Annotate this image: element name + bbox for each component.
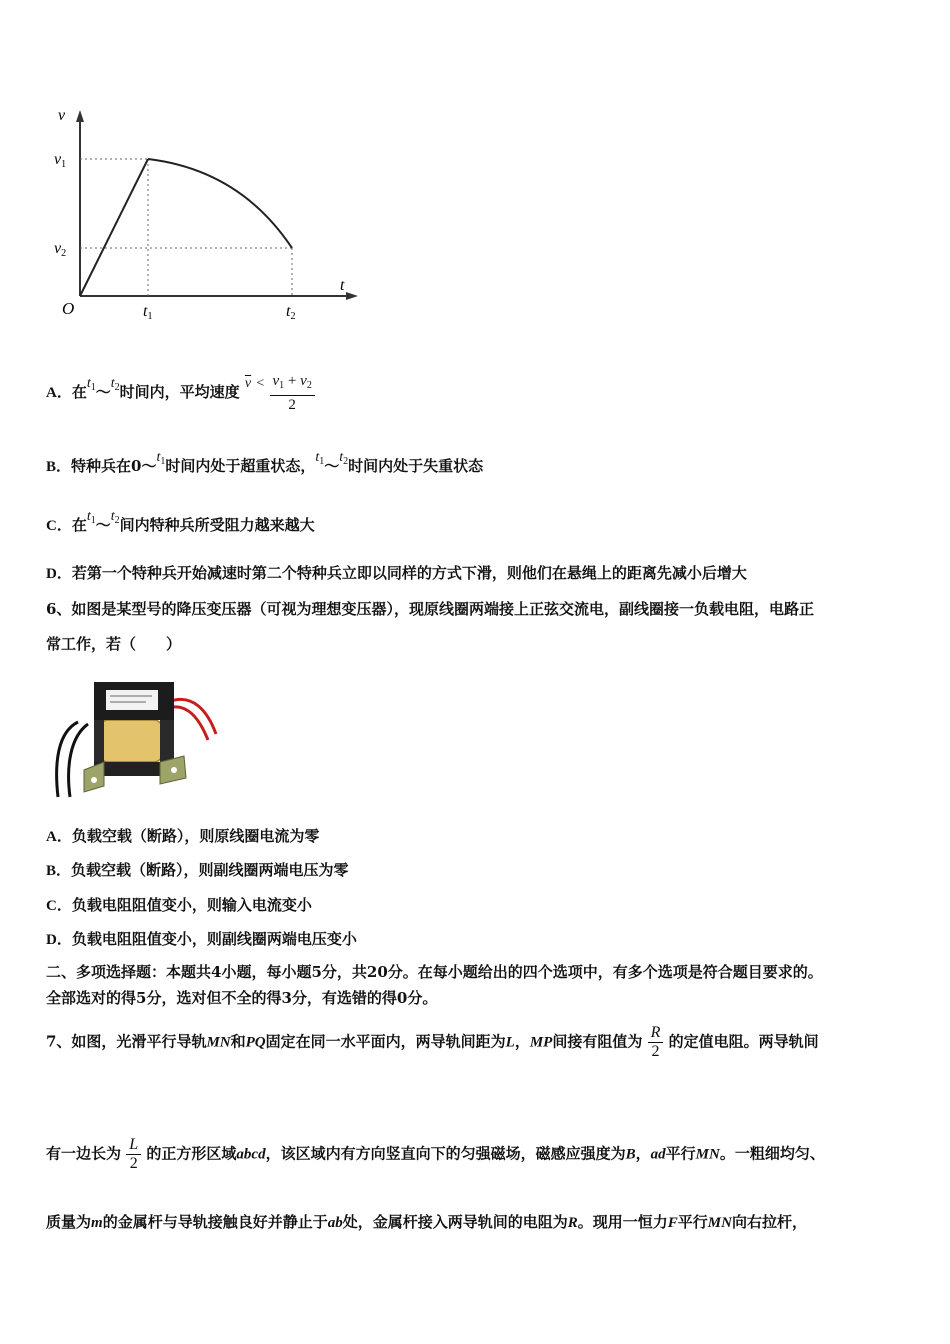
q5-option-c: C．在$t_1\sim t_2$间内特种兵所受阻力越来越大 (46, 509, 315, 534)
v-axis-arrow (76, 110, 84, 122)
q5-option-d: D．若第一个特种兵开始减速时第二个特种兵立即以同样的方式下滑，则他们在悬绳上的距离先减小后增大 (46, 564, 747, 582)
q5-option-b: B．特种兵在$0\sim t_1$时间内处于超重状态，$t_1\sim t_2$时间内处于失重状态 (46, 450, 484, 475)
less-than: < (256, 376, 265, 391)
v-bar: $\overline{v}$ (244, 376, 252, 391)
accel-segment (80, 159, 148, 296)
v1-label: v1 (54, 151, 67, 170)
q7-line2: 有一边长为 $\frac{L}{2}$ 的正方形区域abcd，该区域内有方向竖直向下的匀强磁场，磁感应强度为B，ad平行MN。一粗细均匀、 (46, 1136, 825, 1172)
q6-option-d: D．负载电阻阻值变小，则副线圈两端电压变小 (46, 930, 357, 948)
v-axis-label: v (58, 107, 66, 124)
t-axis-arrow (346, 292, 358, 300)
q7-line3: 质量为m的金属杆与导轨接触良好并静止于ab处，金属杆接入两导轨间的电阻为R。现用一恒力F平行MN向右拉杆， (46, 1213, 807, 1231)
t2-label: t2 (286, 303, 296, 322)
origin-label: O (62, 299, 75, 318)
q5-option-a: A．在$t_1\sim t_2$时间内，平均速度 $\overline{v}$ < $\frac{v_1 + v_2}{2}$ (46, 372, 315, 414)
t-axis-label: t (340, 277, 345, 294)
t1-label: t1 (143, 303, 153, 322)
q7-line1: 7、如图，光滑平行导轨MN和PQ固定在同一水平面内，两导轨间距为L，MP间接有阻值为 $\frac{R}{2}$ 的定值电阻。两导轨间 (46, 1024, 819, 1060)
q6-option-a: A．负载空载（断路），则原线圈电流为零 (46, 827, 320, 845)
q6-stem-line1: 6、如图是某型号的降压变压器（可视为理想变压器），现原线圈两端接上正弦交流电，副线圈接一负载电阻，电路正 (46, 600, 814, 618)
q6-option-c: C．负载电阻阻值变小，则输入电流变小 (46, 896, 312, 914)
transformer-illustration (48, 662, 228, 802)
velocity-time-graph (50, 100, 370, 325)
section2-header-line2: 全部选对的得5分，选对但不全的得3分，有选错的得0分。 (46, 989, 438, 1007)
avg-velocity-fraction: $\frac{v_1 + v_2}{2}$ (270, 372, 315, 414)
l-half-fraction: $\frac{L}{2}$ (126, 1136, 141, 1173)
section2-header-line1: 二、多项选择题：本题共4小题，每小题5分，共20分。在每小题给出的四个选项中，有多个选项是符合题目要求的。 (46, 963, 823, 981)
decel-curve (148, 159, 292, 248)
r-half-fraction: $\frac{R}{2}$ (648, 1024, 664, 1061)
q6-stem-line2: 常工作，若（ ） (46, 635, 182, 653)
q6-option-b: B．负载空载（断路），则副线圈两端电压为零 (46, 861, 349, 879)
v2-label: v2 (54, 240, 67, 259)
